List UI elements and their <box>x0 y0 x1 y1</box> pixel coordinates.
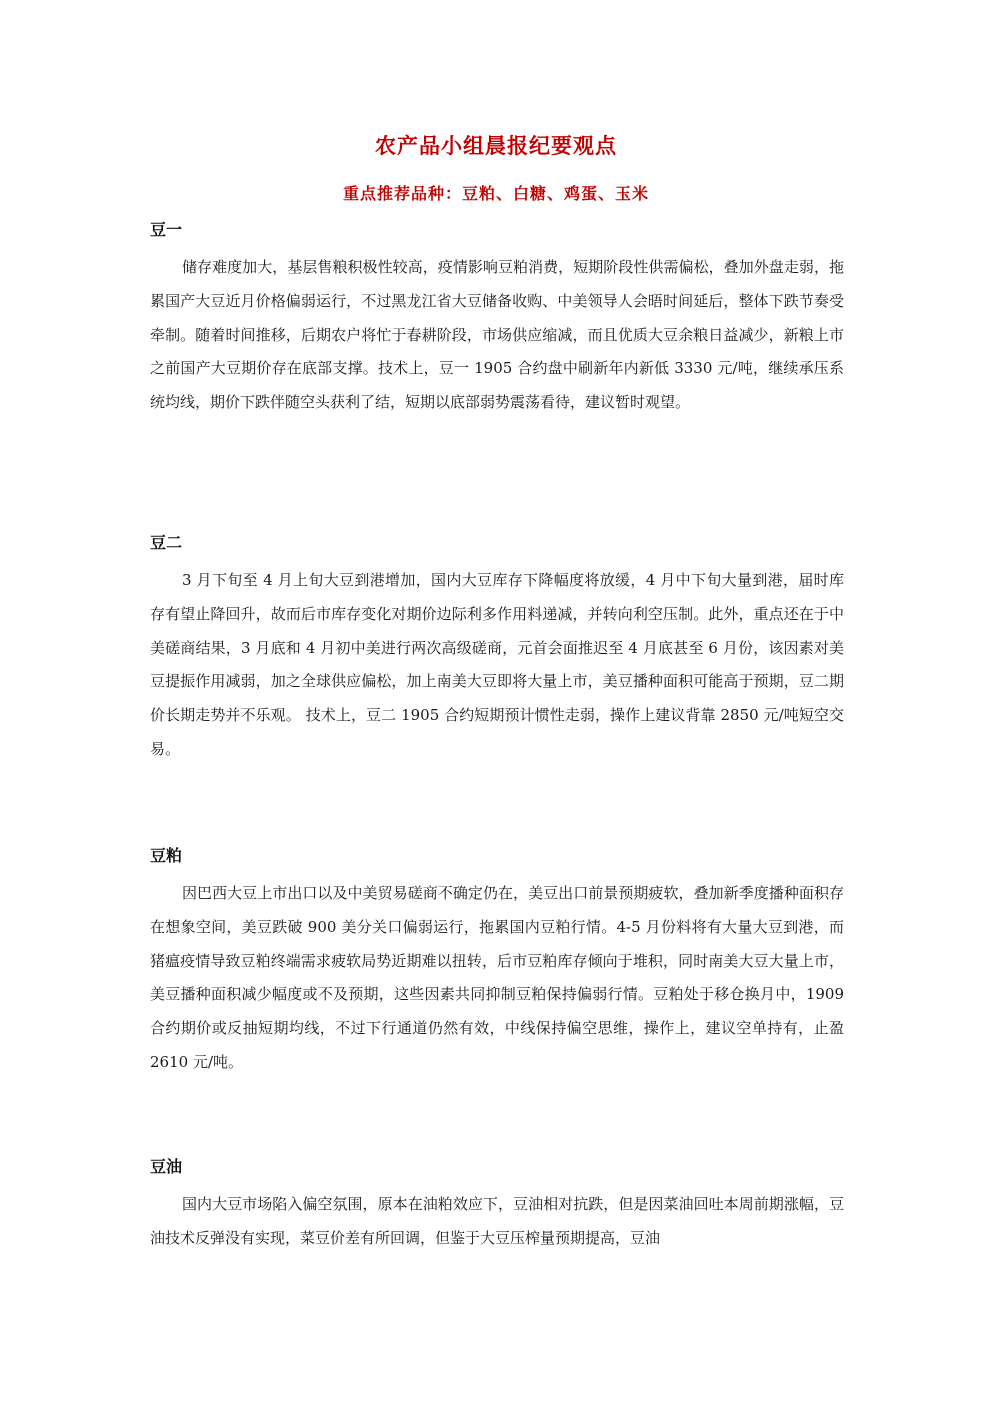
section-heading: 豆二 <box>150 533 183 552</box>
section-body: 因巴西大豆上市出口以及中美贸易磋商不确定仍在，美豆出口前景预期疲软，叠加新季度播种面积存在想象空间，美豆跌破 900 美分关口偏弱运行，拖累国内豆粕行情。4-5 月份料将有大量大豆到港，而猪瘟疫情导致豆粕终端需求疲软局势近期难以扭转，后市豆粕库存倾向于堆积，同时南美大豆大量上市，美豆播种面积减少幅度或不及预期，这些因素共同抑制豆粕保持偏弱行情。豆粕处于移仓换月中，1909 合约期价或反抽短期均线，不过下行通道仍然有效，中线保持偏空思维，操作上，建议空单持有，止盈 2610 元/吨。 <box>150 884 844 1071</box>
section-body: 3 月下旬至 4 月上旬大豆到港增加，国内大豆库存下降幅度将放缓，4 月中下旬大量到港，届时库存有望止降回升，故而后市库存变化对期价边际利多作用料递减，并转向利空压制。此外，重点还在于中美磋商结果，3 月底和 4 月初中美进行两次高级磋商，元首会面推迟至 4 月底甚至 6 月份，该因素对美豆提振作用减弱，加之全球供应偏松，加上南美大豆即将大量上市，美豆播种面积可能高于预期，豆二期价长期走势并不乐观。 技术上，豆二 1905 合约短期预计惯性走弱，操作上建议背靠 2850 元/吨短空交易。 <box>150 571 844 758</box>
section-heading: 豆油 <box>150 1157 183 1176</box>
document-title: 农产品小组晨报纪要观点 <box>375 134 617 158</box>
section-body: 储存难度加大，基层售粮积极性较高，疫情影响豆粕消费，短期阶段性供需偏松，叠加外盘走弱，拖累国产大豆近月价格偏弱运行，不过黑龙江省大豆储备收购、中美领导人会晤时间延后，整体下跌节奏受牵制。随着时间推移，后期农户将忙于春耕阶段，市场供应缩减，而且优质大豆余粮日益减少，新粮上市之前国产大豆期价存在底部支撑。技术上，豆一 1905 合约盘中刷新年内新低 3330 元/吨，继续承压系统均线，期价下跌伴随空头获利了结，短期以底部弱势震荡看待，建议暂时观望。 <box>150 258 844 412</box>
section-body: 国内大豆市场陷入偏空氛围，原本在油粕效应下，豆油相对抗跌，但是因菜油回吐本周前期涨幅，豆油技术反弹没有实现，菜豆价差有所回调，但鉴于大豆压榨量预期提高，豆油 <box>150 1195 844 1247</box>
section-soybean-meal <box>150 845 844 1080</box>
section-soybean-no2 <box>150 532 844 767</box>
section-heading: 豆粕 <box>150 846 183 865</box>
section-heading: 豆一 <box>150 220 183 239</box>
document-subtitle: 重点推荐品种：豆粕、白糖、鸡蛋、玉米 <box>342 184 649 203</box>
section-soybean-no1 <box>150 219 844 420</box>
section-soybean-oil <box>150 1156 844 1276</box>
